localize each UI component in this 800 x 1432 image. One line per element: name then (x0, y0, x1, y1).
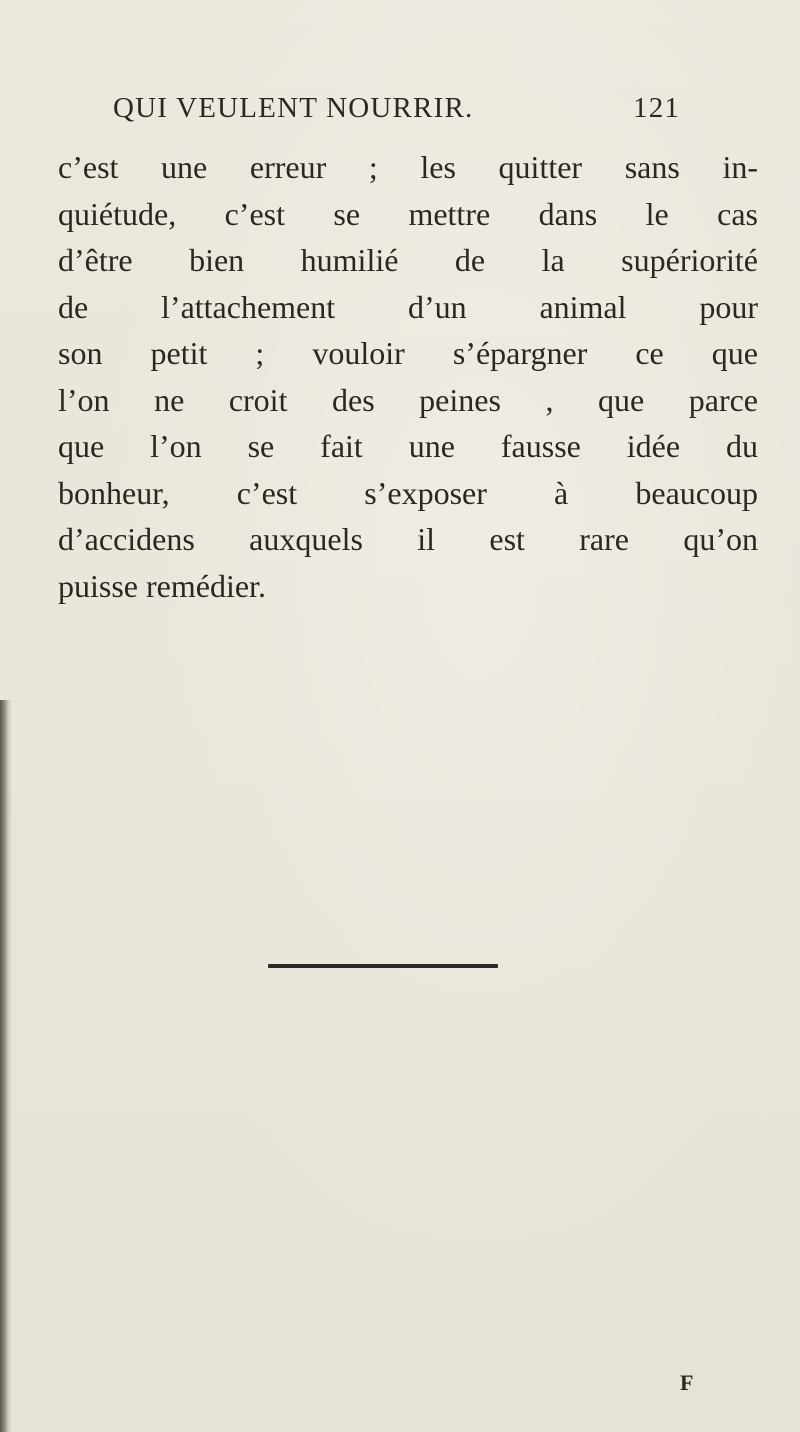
running-head-title: QUI VEULENT NOURRIR. (113, 92, 474, 124)
page-edge-shadow (0, 700, 12, 1432)
text-line: bonheur, c’est s’exposer à beaucoup (58, 474, 758, 511)
text-line: d’être bien humilié de la supériorité (58, 242, 758, 278)
text-line: que l’on se fait une fausse idée du (58, 428, 758, 464)
text-line: puisse remédier. (58, 567, 266, 604)
text-line: l’on ne croit des peines , que parce (58, 381, 758, 418)
signature-mark: F (680, 1370, 694, 1395)
running-head (113, 92, 713, 132)
text-line: c’est une erreur ; les quitter sans in- (58, 149, 758, 185)
body-paragraph (58, 144, 758, 609)
text-line: son petit ; vouloir s’épargner ce que (58, 335, 758, 371)
page-number: 121 (633, 92, 681, 124)
text-line: de l’attachement d’un animal pour (58, 288, 758, 325)
section-end-rule (268, 964, 498, 968)
text-line: d’accidens auxquels il est rare qu’on (58, 521, 758, 557)
text-line: quiétude, c’est se mettre dans le cas (58, 195, 758, 232)
